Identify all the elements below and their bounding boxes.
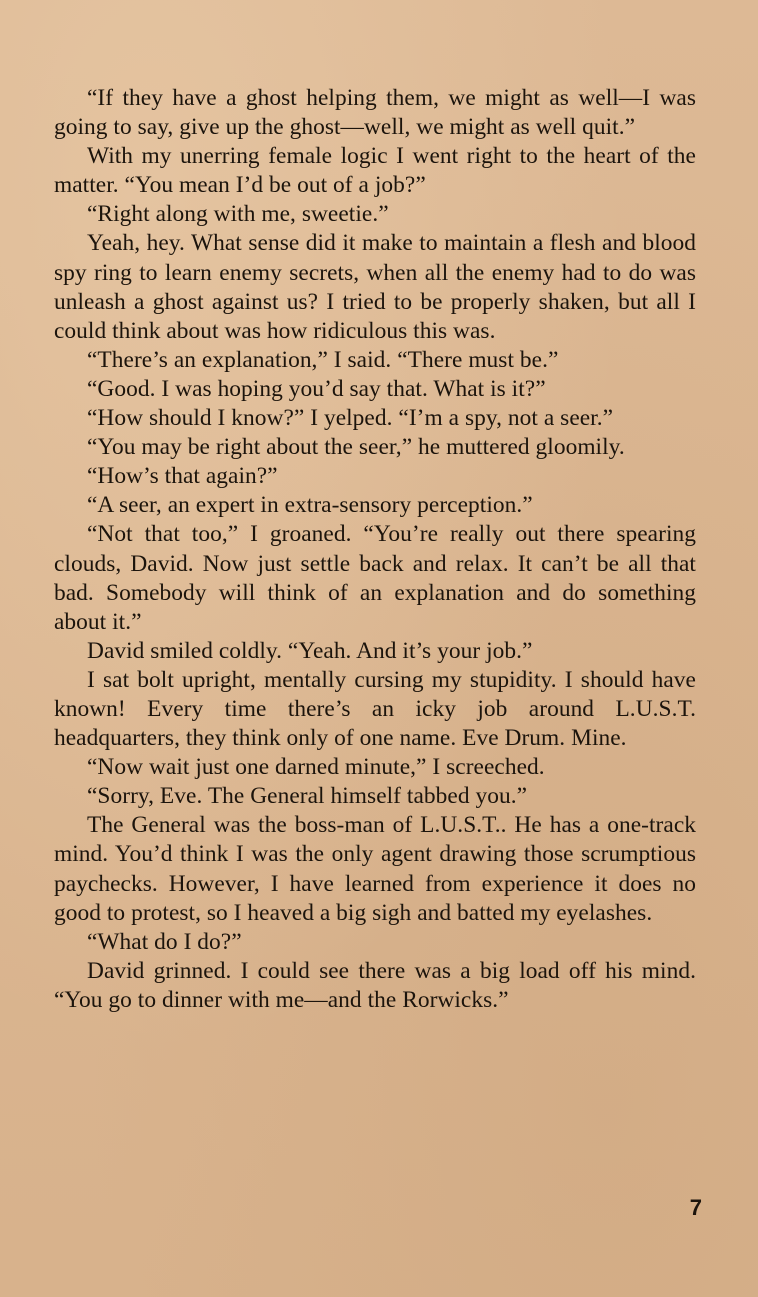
paragraph: David grinned. I could see there was a big load off his mind. “You go to dinner with me—and the Rorwicks.” xyxy=(54,957,696,1013)
book-page-text xyxy=(54,84,696,1214)
paragraph: “A seer, an expert in extra-sensory perception.” xyxy=(87,492,533,519)
paragraph: David smiled coldly. “Yeah. And it’s your job.” xyxy=(87,637,533,664)
page-number: 7 xyxy=(689,1195,702,1220)
paragraph: “What do I do?” xyxy=(87,928,242,955)
paragraph: “Sorry, Eve. The General himself tabbed you.” xyxy=(87,783,528,810)
paragraph: Yeah, hey. What sense did it make to maintain a flesh and blood spy ring to learn enemy secrets, when all the enemy had to do was unleash a ghost against us? I tried to be properly shaken, but all I could think about was how ridiculous this was. xyxy=(54,230,696,344)
paragraph: “Not that too,” I groaned. “You’re really out there spearing clouds, David. Now just settle back and relax. It can’t be all that bad. Somebody will think of an explanation and do something about it.” xyxy=(54,521,696,635)
paragraph: “If they have a ghost helping them, we might as well—I was going to say, give up the ghost—well, we might as well quit.” xyxy=(54,85,696,141)
paragraph: “How should I know?” I yelped. “I’m a spy, not a seer.” xyxy=(87,405,614,432)
paragraph: “Good. I was hoping you’d say that. What is it?” xyxy=(87,375,546,402)
paragraph: With my unerring female logic I went right to the heart of the matter. “You mean I’d be out of a job?” xyxy=(54,143,696,199)
paragraph: “How’s that again?” xyxy=(87,463,278,490)
paragraph: “You may be right about the seer,” he muttered gloomily. xyxy=(87,434,625,461)
paragraph: “There’s an explanation,” I said. “There must be.” xyxy=(87,346,559,373)
paragraph: “Now wait just one darned minute,” I screeched. xyxy=(87,754,545,781)
paragraph: The General was the boss-man of L.U.S.T.. He has a one-track mind. You’d think I was the only agent drawing those scrumptious paychecks. However, I have learned from experience it does no good to protest, so I heaved a big sigh and batted my eyelashes. xyxy=(54,812,696,926)
paragraph: “Right along with me, sweetie.” xyxy=(87,201,389,228)
paragraph: I sat bolt upright, mentally cursing my stupidity. I should have known! Every time there’s an icky job around L.U.S.T. headquarters, they think only of one name. Eve Drum. Mine. xyxy=(54,666,696,752)
